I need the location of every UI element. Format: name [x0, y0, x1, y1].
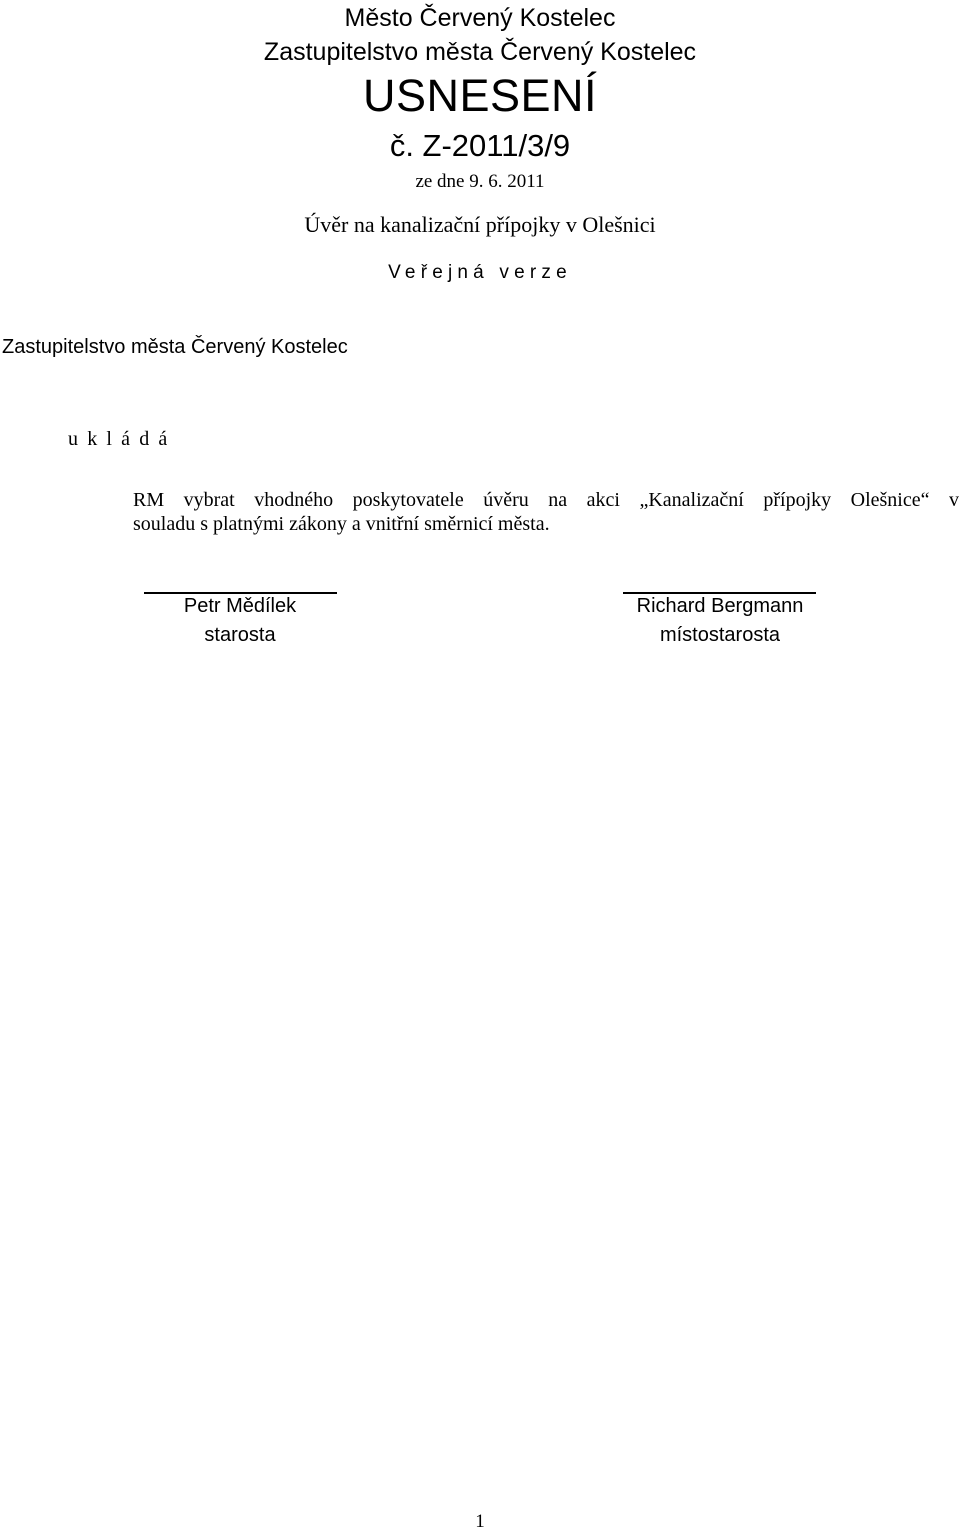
signatory-role-mayor: starosta: [204, 624, 276, 646]
signatory-role-deputy-mayor: místostarosta: [659, 624, 781, 646]
resolution-text-line-2: souladu s platnými zákony a vnitřní směrnicí města.: [133, 513, 550, 535]
document-title: USNESENÍ: [362, 70, 598, 121]
council-name: Zastupitelstvo města Červený Kostelec: [263, 38, 697, 66]
resolution-date: ze dne 9. 6. 2011: [415, 171, 545, 192]
signature-line-mayor: [144, 592, 337, 594]
resolution-number: č. Z-2011/3/9: [389, 128, 571, 163]
resolution-text: [133, 488, 959, 536]
resolution-text-line-1: RM vybrat vhodného poskytovatele úvěru na akci „Kanalizační přípojky Olešnice“ v: [133, 489, 959, 511]
acting-body: Zastupitelstvo města Červený Kostelec: [2, 336, 348, 358]
signatory-name-mayor: Petr Mědílek: [183, 595, 297, 617]
municipality-name: Město Červený Kostelec: [344, 4, 616, 32]
page-number: 1: [475, 1511, 485, 1532]
public-version-label: Veřejná verze: [388, 262, 572, 283]
signature-line-deputy-mayor: [623, 592, 816, 594]
resolution-verb: ukládá: [68, 428, 177, 450]
signatory-name-deputy-mayor: Richard Bergmann: [636, 595, 804, 617]
resolution-subject: Úvěr na kanalizační přípojky v Olešnici: [304, 212, 656, 237]
